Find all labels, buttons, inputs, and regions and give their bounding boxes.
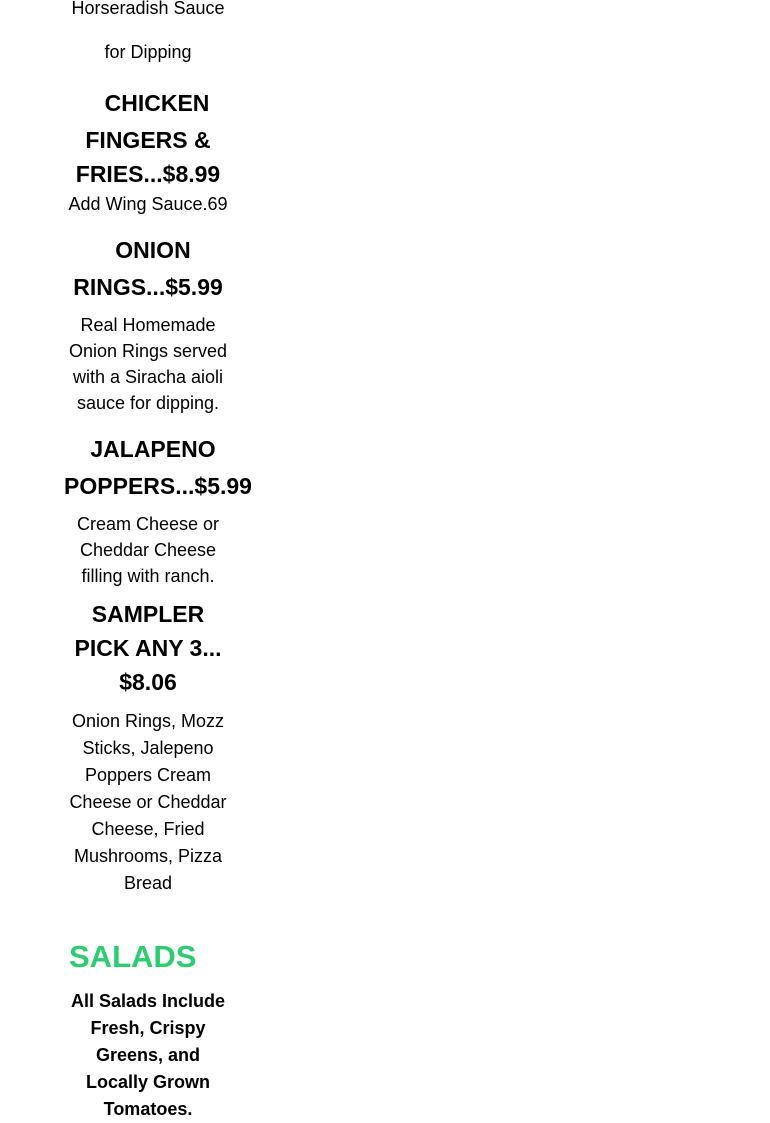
menu-item-description: Onion Rings served bbox=[68, 341, 228, 361]
menu-item-description: with a Siracha aioli bbox=[72, 367, 224, 387]
menu-item-title: $8.06 bbox=[119, 669, 177, 695]
menu-item-description: Mushrooms, Pizza bbox=[73, 846, 223, 866]
menu-item-title: FRIES...$8.99 bbox=[75, 161, 221, 187]
menu-item-description: Cream Cheese or bbox=[76, 514, 220, 534]
menu-item-title: SAMPLER bbox=[91, 601, 205, 627]
menu-item-description: Bread bbox=[123, 873, 173, 893]
salads-intro-text: Locally Grown bbox=[85, 1072, 211, 1092]
salads-intro-text: All Salads Include bbox=[70, 991, 226, 1011]
menu-item-description: Poppers Cream bbox=[84, 765, 212, 785]
menu-item-title: RINGS...$5.99 bbox=[73, 274, 223, 300]
menu-item-title: FINGERS & bbox=[85, 127, 211, 153]
salads-intro-text: Greens, and bbox=[95, 1045, 201, 1065]
menu-item-title: ONION bbox=[115, 237, 191, 263]
menu-item-description: Sticks, Jalepeno bbox=[82, 738, 214, 758]
menu-item-title: JALAPENO bbox=[90, 436, 216, 462]
menu-item-description: filling with ranch. bbox=[81, 566, 215, 586]
salads-intro-text: Tomatoes. bbox=[103, 1099, 193, 1119]
menu-item-description: Onion Rings, Mozz bbox=[71, 711, 225, 731]
menu-item-description: Horseradish Sauce bbox=[71, 0, 225, 18]
menu-item-description: sauce for dipping. bbox=[76, 393, 220, 413]
menu-item-title: CHICKEN bbox=[104, 90, 210, 116]
menu-item-description: Add Wing Sauce.69 bbox=[68, 194, 228, 214]
menu-item-description: Real Homemade bbox=[80, 315, 216, 335]
menu-item-title: POPPERS...$5.99 bbox=[64, 473, 252, 499]
menu-item-description: Cheese or Cheddar bbox=[69, 792, 227, 812]
salads-intro-text: Fresh, Crispy bbox=[90, 1018, 206, 1038]
menu-item-description: for Dipping bbox=[104, 42, 192, 62]
menu-item-description: Cheese, Fried bbox=[91, 819, 205, 839]
menu-item-title: PICK ANY 3... bbox=[74, 635, 222, 661]
section-heading-salads: SALADS bbox=[69, 939, 197, 974]
menu-item-description: Cheddar Cheese bbox=[79, 540, 217, 560]
